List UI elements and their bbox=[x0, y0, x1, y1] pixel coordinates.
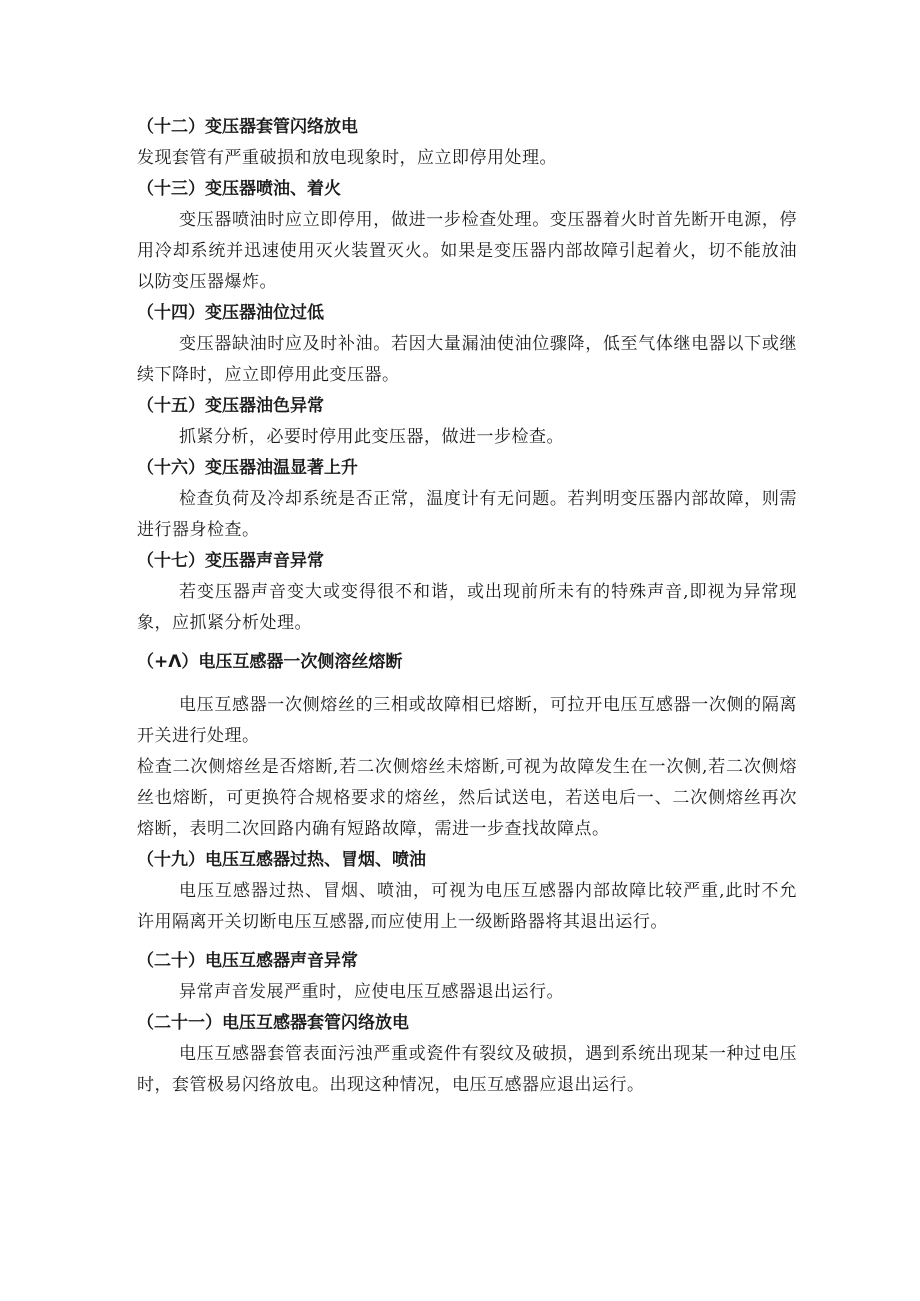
section-body-21: 电压互感器套管表面污浊严重或瓷件有裂纹及破损，遇到系统出现某一种过电压时，套管极易闪络放电。出现这种情况，电压互感器应退出运行。 bbox=[137, 1044, 797, 1095]
section-heading-12: （十二）变压器套管闪络放电 bbox=[137, 117, 358, 137]
section-heading-16: （十六）变压器油温显著上升 bbox=[137, 458, 358, 478]
section-body-16: 检查负荷及冷却系统是否正常，温度计有无问题。若判明变压器内部故障，则需进行器身检查。 bbox=[137, 489, 797, 540]
section-heading-20: （二十）电压互感器声音异常 bbox=[137, 951, 358, 971]
document-body bbox=[137, 112, 797, 1101]
section-body-17: 若变压器声音变大或变得很不和谐，或出现前所未有的特殊声音,即视为异常现象，应抓紧分析处理。 bbox=[137, 582, 797, 633]
section-heading-14: （十四）变压器油位过低 bbox=[137, 303, 324, 323]
section-body-18: 电压互感器一次侧熔丝的三相或故障相已熔断，可拉开电压互感器一次侧的隔离开关进行处理。 bbox=[137, 695, 797, 746]
section-body-12: 发现套管有严重破损和放电现象时，应立即停用处理。 bbox=[137, 148, 557, 168]
section-heading-19: （十九）电压互感器过热、冒烟、喷油 bbox=[137, 850, 426, 870]
section-heading-15: （十五）变压器油色异常 bbox=[137, 396, 324, 416]
section-body-15: 抓紧分析，必要时停用此变压器，做进一步检查。 bbox=[179, 427, 564, 447]
section-heading-18: （+Λ）电压互感器一次侧溶丝熔断 bbox=[137, 652, 403, 672]
section-heading-13: （十三）变压器喷油、着火 bbox=[137, 179, 341, 199]
section-body-13: 变压器喷油时应立即停用，做进一步检查处理。变压器着火时首先断开电源，停用冷却系统并迅速使用灭火装置灭火。如果是变压器内部故障引起着火，切不能放油以防变压器爆炸。 bbox=[137, 210, 797, 292]
section-body-19: 电压互感器过热、冒烟、喷油，可视为电压互感器内部故障比较严重,此时不允许用隔离开关切断电压互感器,而应使用上一级断路器将其退出运行。 bbox=[137, 881, 797, 932]
section-body-18-cont: 检查二次侧熔丝是否熔断,若二次侧熔丝未熔断,可视为故障发生在一次侧,若二次侧熔丝也熔断，可更换符合规格要求的熔丝，然后试送电，若送电后一、二次侧熔丝再次熔断，表明二次回路内确有短路故障，需进一步查找故障点。 bbox=[137, 757, 797, 839]
section-body-20: 异常声音发展严重时，应使电压互感器退出运行。 bbox=[179, 982, 564, 1002]
section-heading-17: （十七）变压器声音异常 bbox=[137, 551, 324, 571]
section-body-14: 变压器缺油时应及时补油。若因大量漏油使油位骤降，低至气体继电器以下或继续下降时，应立即停用此变压器。 bbox=[137, 334, 797, 385]
section-heading-21: （二十一）电压互感器套管闪络放电 bbox=[137, 1013, 409, 1033]
